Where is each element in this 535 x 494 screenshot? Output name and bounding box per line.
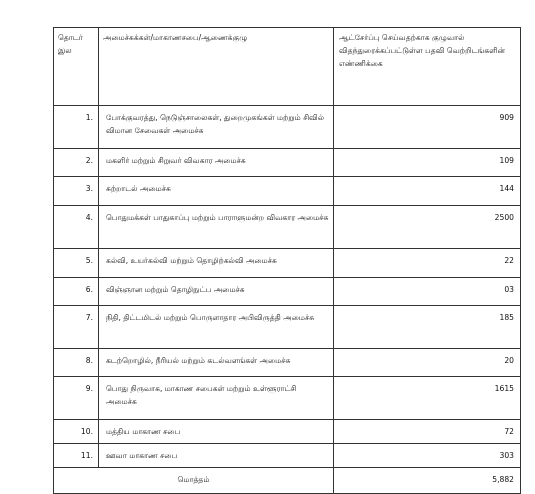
ministry-name: விஞ்ஞான மற்றும் தொழிநுட்ப அமைச்சு bbox=[106, 285, 245, 294]
ministry-name-cell bbox=[99, 149, 334, 177]
table-footer bbox=[54, 468, 521, 494]
serial-no: 6. bbox=[85, 285, 93, 294]
ministry-name-cell bbox=[99, 306, 334, 349]
serial-no: 5. bbox=[85, 256, 93, 265]
ministry-name: ஊவா மாகாண சபை bbox=[106, 451, 178, 460]
vacancy-count: 185 bbox=[499, 313, 514, 322]
table-row bbox=[54, 349, 521, 377]
vacancy-count-cell bbox=[334, 444, 521, 468]
ministry-name: பொது நிருவாக, மாகாண சபைகள் மற்றும் உள்ளூராட்சி அமைச்சு bbox=[106, 384, 297, 406]
vacancy-count: 03 bbox=[504, 285, 514, 294]
vacancy-count-cell bbox=[334, 349, 521, 377]
vacancy-count: 144 bbox=[499, 184, 514, 193]
total-value-cell bbox=[334, 468, 521, 494]
vacancy-count: 20 bbox=[504, 356, 514, 365]
serial-no: 8. bbox=[85, 356, 93, 365]
serial-no-cell bbox=[54, 278, 99, 306]
table-header bbox=[54, 28, 521, 106]
ministry-name-cell bbox=[99, 420, 334, 444]
serial-no: 2. bbox=[85, 156, 93, 165]
vacancy-count: 22 bbox=[504, 256, 514, 265]
vacancy-count-cell bbox=[334, 420, 521, 444]
table-row bbox=[54, 306, 521, 349]
serial-no: 9. bbox=[85, 384, 93, 393]
serial-no: 1. bbox=[85, 113, 93, 122]
table-row bbox=[54, 444, 521, 468]
serial-no: 11. bbox=[80, 451, 93, 460]
ministry-name: பொதுமக்கள் பாதுகாப்பு மற்றும் பாராளுமன்ற விவகார அமைச்சு bbox=[106, 213, 329, 222]
serial-no-cell bbox=[54, 306, 99, 349]
table-row bbox=[54, 278, 521, 306]
vacancy-count-cell bbox=[334, 249, 521, 278]
ministry-name-cell bbox=[99, 377, 334, 420]
serial-no-cell bbox=[54, 177, 99, 206]
serial-no-cell bbox=[54, 420, 99, 444]
vacancy-count-cell bbox=[334, 106, 521, 149]
vacancy-count: 109 bbox=[499, 156, 514, 165]
header-ministry-text: அமைச்சுக்கள்/மாகாணசபை/ஆணைக்குழு bbox=[103, 33, 248, 42]
serial-no-cell bbox=[54, 444, 99, 468]
ministry-name: மத்திய மாகாண சபை bbox=[106, 427, 181, 436]
vacancy-count: 72 bbox=[504, 427, 514, 436]
ministry-name-cell bbox=[99, 106, 334, 149]
table-row bbox=[54, 377, 521, 420]
serial-no-cell bbox=[54, 349, 99, 377]
header-serial-no-text: தொடர் இல bbox=[58, 33, 83, 55]
vacancy-count: 303 bbox=[499, 451, 514, 460]
ministry-name-cell bbox=[99, 177, 334, 206]
total-label-cell bbox=[54, 468, 334, 494]
vacancy-count: 909 bbox=[499, 113, 514, 122]
vacancy-count: 2500 bbox=[494, 213, 514, 222]
table-row bbox=[54, 177, 521, 206]
table-body bbox=[54, 106, 521, 468]
table-row bbox=[54, 206, 521, 249]
vacancy-count-cell bbox=[334, 206, 521, 249]
vacancy-count-cell bbox=[334, 306, 521, 349]
ministry-name-cell bbox=[99, 349, 334, 377]
total-label: மொத்தம் bbox=[177, 475, 210, 484]
ministry-name-cell bbox=[99, 249, 334, 278]
ministry-name: சுற்றாடல் அமைச்சு bbox=[106, 184, 171, 193]
total-value: 5,882 bbox=[492, 475, 514, 484]
serial-no: 7. bbox=[85, 313, 93, 322]
table-row bbox=[54, 106, 521, 149]
header-serial-no bbox=[54, 28, 99, 106]
serial-no-cell bbox=[54, 206, 99, 249]
vacancies-table bbox=[53, 27, 521, 494]
ministry-name-cell bbox=[99, 206, 334, 249]
serial-no-cell bbox=[54, 149, 99, 177]
ministry-name: போக்குவரத்து, நெடுஞ்சாலைகள், துறைமுகங்கள் மற்றும் சிவில் விமான சேவைகள் அமைச்சு bbox=[106, 113, 325, 135]
ministry-name: நிதி, திட்டமிடல் மற்றும் பொருளாதார அபிவிருத்தி அமைச்சு bbox=[106, 313, 315, 322]
vacancy-count-cell bbox=[334, 177, 521, 206]
serial-no-cell bbox=[54, 377, 99, 420]
ministry-name: கல்வி, உயர்கல்வி மற்றும் தொழிற்கல்வி அமைச்சு bbox=[106, 256, 277, 265]
vacancy-count: 1615 bbox=[494, 384, 514, 393]
serial-no-cell bbox=[54, 106, 99, 149]
table-row bbox=[54, 420, 521, 444]
serial-no-cell bbox=[54, 249, 99, 278]
ministry-name: மகளிர் மற்றும் சிறுவர் விவகார அமைச்சு bbox=[106, 156, 246, 165]
ministry-name-cell bbox=[99, 444, 334, 468]
header-vacancy-count-text: ஆட்சேர்ப்பு செய்வதற்காக குழுவால் விதந்துரைக்கப்பட்டுள்ள பதவி வெற்றிடங்களின் எண்ணிக்கை bbox=[339, 33, 505, 68]
serial-no: 3. bbox=[85, 184, 93, 193]
ministry-name: கடற்றொழில், நீரியல் மற்றும் கடல்வளங்கள் அமைச்சு bbox=[106, 356, 291, 365]
table-row bbox=[54, 149, 521, 177]
vacancy-count-cell bbox=[334, 149, 521, 177]
serial-no: 10. bbox=[80, 427, 93, 436]
serial-no: 4. bbox=[85, 213, 93, 222]
vacancy-count-cell bbox=[334, 278, 521, 306]
vacancy-count-cell bbox=[334, 377, 521, 420]
header-ministry bbox=[99, 28, 334, 106]
header-vacancy-count bbox=[334, 28, 521, 106]
ministry-name-cell bbox=[99, 278, 334, 306]
table-row bbox=[54, 249, 521, 278]
